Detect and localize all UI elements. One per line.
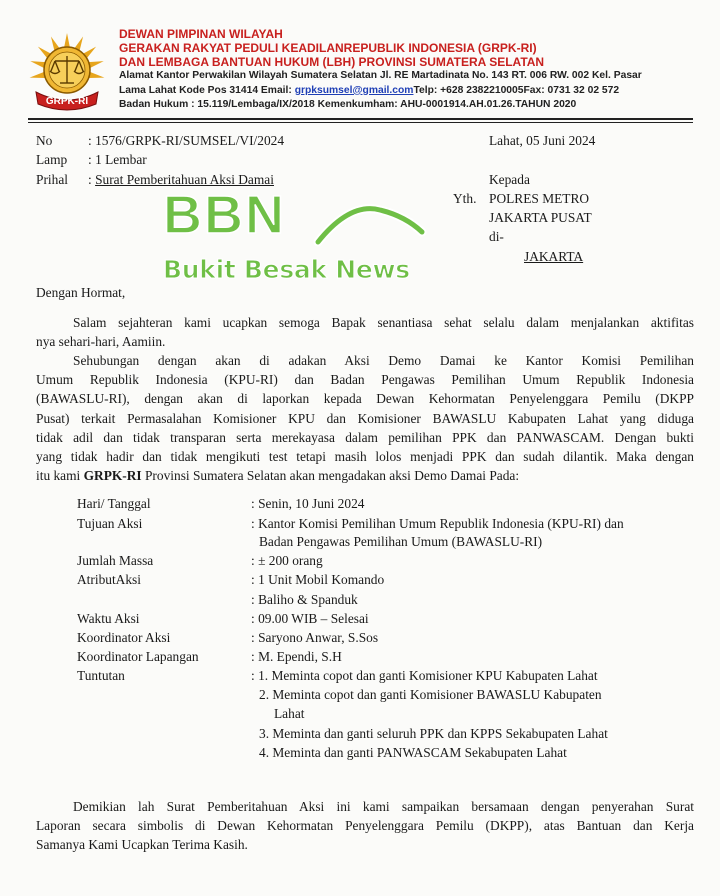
greeting: Dengan Hormat,: [36, 285, 126, 300]
recipient-di: di-: [489, 229, 504, 244]
koordinator-value: : Saryono Anwar, S.Sos: [251, 630, 379, 645]
kepada-label: Kepada: [489, 172, 530, 187]
letterhead: [119, 27, 642, 113]
tujuan-label: Tujuan Aksi: [77, 516, 143, 531]
hari-label: Hari/ Tanggal: [77, 496, 151, 511]
paragraph-3: [36, 797, 694, 855]
letterhead-contact: [119, 84, 642, 99]
atribut-label: AtributAksi: [77, 572, 141, 587]
lamp-label: Lamp: [36, 152, 68, 167]
paragraph-line: Salam sejahteran kami ucapkan semoga Bapak senantiasa sehat selalu dalam menjalankan aktifitas: [73, 315, 694, 330]
atribut-value-2: : Baliho & Spanduk: [251, 592, 358, 607]
jumlah-label: Jumlah Massa: [77, 553, 154, 568]
paragraph-line: (BAWASLU-RI), dengan akan di laporkan kepada Dewan Kehormatan Penyelenggara Pemilu (DKPP: [36, 391, 694, 407]
logo-ribbon-text: GRPK-RI: [45, 96, 89, 107]
korlap-value: : M. Ependi, S.H: [251, 649, 342, 664]
koordinator-label: Koordinator Aksi: [77, 630, 171, 645]
letterhead-divider-thin: [28, 122, 693, 123]
atribut-value-1: : 1 Unit Mobil Komando: [251, 572, 385, 587]
tuntutan-item-4: 4. Meminta dan ganti PANWASCAM Sekabupaten Lahat: [259, 745, 567, 760]
paragraph-line: Demikian lah Surat Pemberitahuan Aksi ini kami sampaikan bersamaan dengan penyerahan Surat: [73, 799, 694, 814]
contact-suffix: Telp: +628 2382210005Fax: 0731 32 02 572: [413, 84, 620, 96]
p2-last-suffix: Provinsi Sumatera Selatan akan mengadakan aksi Demo Damai Pada:: [141, 468, 520, 484]
paragraph-line: Umum Republik Indonesia (KPU-RI) dan Badan Pengawas Pemilihan Umum Republik Indonesia: [36, 372, 694, 388]
tujuan-value-2: Badan Pengawas Pemilihan Umum (BAWASLU-RI): [259, 534, 543, 549]
letterhead-line1: DEWAN PIMPINAN WILAYAH: [119, 27, 283, 41]
letterhead-divider: [28, 118, 693, 120]
recipient-city: JAKARTA: [524, 249, 584, 264]
prihal-label: Prihal: [36, 172, 68, 187]
lamp-value: : 1 Lembar: [88, 152, 147, 167]
jumlah-value: : ± 200 orang: [251, 553, 323, 568]
watermark-title: BBN: [163, 185, 286, 245]
paragraph-2: [36, 351, 694, 485]
waktu-value: : 09.00 WIB – Selesai: [251, 611, 369, 626]
yth-label: Yth.: [453, 191, 477, 206]
paragraph-line: yang tidak hadir dan tidak mengikuti test tetapi masih lolos menjadi PPK dan sudah dilantik. Maka dengan: [36, 449, 694, 465]
paragraph-line: Pusat) terkait Permasalahan Komisioner KPU dan Komisioner BAWASLU Kabupaten Lahat yang diduga: [36, 410, 694, 426]
hari-value: : Senin, 10 Juni 2024: [251, 496, 365, 511]
paragraph-line: Laporan secara simbolis di Dewan Kehormatan Penyelenggara Pemilu (DKPP), atas Bantuan dan Kerja: [36, 818, 694, 834]
paragraph-line: Sehubungan dengan akan di adakan Aksi Demo Damai ke Kantor Komisi Pemilihan: [73, 353, 694, 368]
tuntutan-item-1: : 1. Meminta copot dan ganti Komisioner KPU Kabupaten Lahat: [251, 668, 598, 683]
email-link[interactable]: grpksumsel@gmail.com: [294, 84, 414, 96]
waktu-label: Waktu Aksi: [77, 611, 140, 626]
contact-prefix: Lama Lahat Kode Pos 31414 Email:: [119, 84, 295, 96]
prihal-colon: :: [88, 172, 96, 187]
letterhead-address: Alamat Kantor Perwakilan Wilayah Sumatera Selatan Jl. RE Martadinata No. 143 RT. 006 RW. 002 Kel. Pasar: [119, 70, 642, 81]
no-label: No: [36, 133, 53, 148]
paragraph-line: Samanya Kami Ucapkan Terima Kasih.: [36, 837, 248, 853]
paragraph-line: nya sehari-hari, Aamiin.: [36, 334, 166, 350]
grpk-ri-logo-icon: [26, 30, 108, 112]
tuntutan-item-3: 3. Meminta dan ganti seluruh PPK dan KPPS Sekabupaten Lahat: [259, 726, 608, 741]
place-date: Lahat, 05 Juni 2024: [489, 133, 596, 148]
no-value: : 1576/GRPK-RI/SUMSEL/VI/2024: [88, 133, 285, 148]
swoosh-icon: [310, 192, 430, 252]
recipient-name2: JAKARTA PUSAT: [489, 210, 592, 225]
p2-last-prefix: itu kami: [36, 468, 84, 484]
tuntutan-item-2-cont: Lahat: [274, 706, 305, 721]
watermark-subtitle: Bukit Besak News: [163, 255, 410, 284]
tuntutan-label: Tuntutan: [77, 668, 125, 683]
letterhead-line3: DAN LEMBAGA BANTUAN HUKUM (LBH) PROVINSI SUMATERA SELATAN: [119, 55, 545, 69]
paragraph-1: [36, 313, 694, 351]
tuntutan-item-2: 2. Meminta copot dan ganti Komisioner BAWASLU Kabupaten: [259, 687, 602, 702]
prihal-value: Surat Pemberitahuan Aksi Damai: [95, 172, 274, 187]
paragraph-line-final: [36, 466, 694, 485]
letterhead-legal: Badan Hukum : 15.119/Lembaga/IX/2018 Kemenkumham: AHU-0001914.AH.01.26.TAHUN 2020: [119, 99, 577, 111]
org-name-bold: GRPK-RI: [83, 468, 142, 484]
letterhead-line2: GERAKAN RAKYAT PEDULI KEADILANREPUBLIK INDONESIA (GRPK-RI): [119, 41, 537, 55]
tujuan-value-1: : Kantor Komisi Pemilihan Umum Republik Indonesia (KPU-RI) dan: [251, 516, 624, 531]
paragraph-line: tidak adil dan tidak transparan serta merekayasa dalam pemilihan PPK dan PANWASCAM. Dengan bukti: [36, 429, 694, 445]
korlap-label: Koordinator Lapangan: [77, 649, 199, 664]
recipient-name1: POLRES METRO: [489, 191, 590, 206]
bbn-watermark: [160, 185, 440, 296]
